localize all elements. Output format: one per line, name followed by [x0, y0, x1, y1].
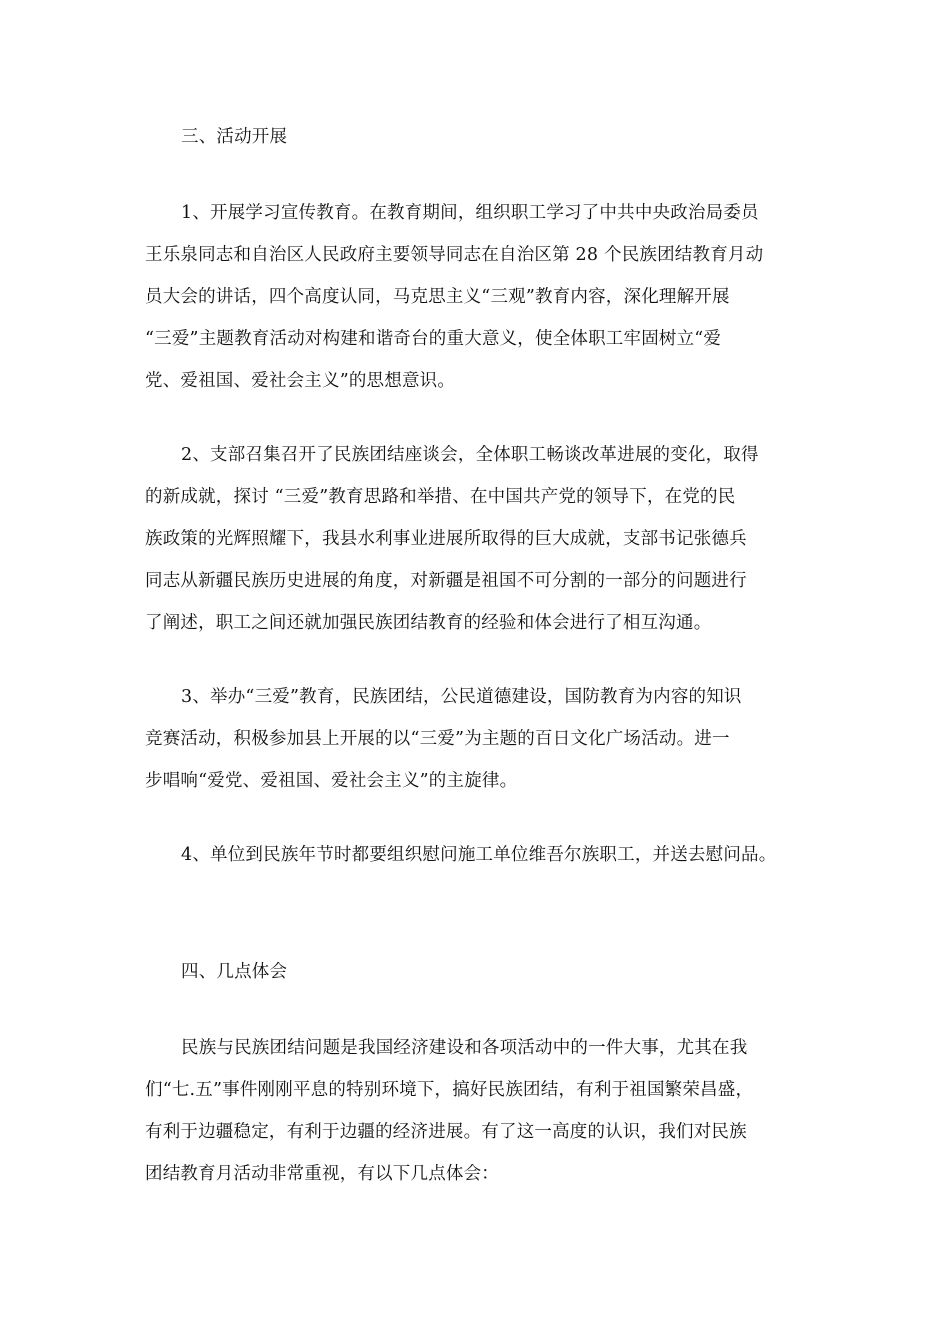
paragraph-line: 了阐述，职工之间还就加强民族团结教育的经验和体会进行了相互沟通。 [145, 613, 712, 633]
paragraph-line: 竞赛活动，积极参加县上开展的以“三爱”为主题的百日文化广场活动。进一 [145, 729, 730, 749]
paragraph-line: 的新成就，探讨 “三爱”教育思路和举措、在中国共产党的领导下，在党的民 [145, 487, 736, 507]
paragraph-line: 1、开展学习宣传教育。在教育期间，组织职工学习了中共中央政治局委员 [181, 203, 759, 223]
paragraph-line: 族政策的光辉照耀下，我县水利事业进展所取得的巨大成就，支部书记张德兵 [145, 529, 747, 549]
section-heading: 四、几点体会 [181, 962, 288, 982]
paragraph-line: 4、单位到民族年节时都要组织慰问施工单位维吾尔族职工，并送去慰问品。 [181, 845, 777, 865]
paragraph-line: 民族与民族团结问题是我国经济建设和各项活动中的一件大事，尤其在我 [181, 1038, 748, 1058]
paragraph-line: 团结教育月活动非常重视，有以下几点体会： [145, 1164, 499, 1184]
paragraph-line: 步唱响“爱党、爱祖国、爱社会主义”的主旋律。 [145, 771, 518, 791]
paragraph-line: “三爱”主题教育活动对构建和谐奇台的重大意义，使全体职工牢固树立“爱 [145, 329, 722, 349]
paragraph-line: 员大会的讲话，四个高度认同，马克思主义“三观”教育内容，深化理解开展 [145, 287, 730, 307]
section-heading: 三、活动开展 [181, 127, 288, 147]
paragraph-line: 3、举办“三爱”教育，民族团结，公民道德建设，国防教育为内容的知识 [181, 687, 742, 707]
paragraph-line: 有利于边疆稳定，有利于边疆的经济进展。有了这一高度的认识，我们对民族 [145, 1122, 747, 1142]
paragraph-line: 党、爱祖国、爱社会主义”的思想意识。 [145, 371, 456, 391]
paragraph-line: 们“七.五”事件刚刚平息的特别环境下，搞好民族团结，有利于祖国繁荣昌盛， [145, 1080, 754, 1100]
paragraph-line: 王乐泉同志和自治区人民政府主要领导同志在自治区第 28 个民族团结教育月动 [145, 245, 764, 265]
paragraph-line: 2、支部召集召开了民族团结座谈会，全体职工畅谈改革进展的变化，取得 [181, 445, 759, 465]
paragraph-line: 同志从新疆民族历史进展的角度，对新疆是祖国不可分割的一部分的问题进行 [145, 571, 747, 591]
